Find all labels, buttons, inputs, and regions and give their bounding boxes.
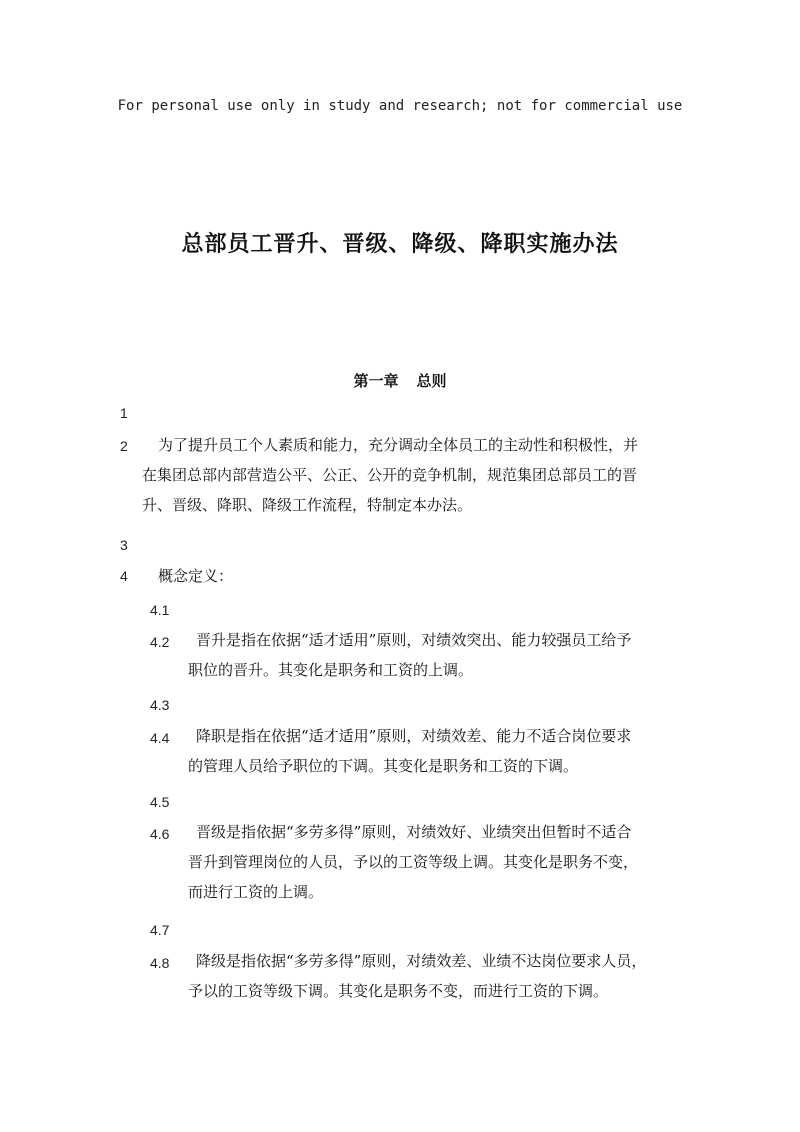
item-number: 4.5 (150, 794, 170, 810)
document-title: 总部员工晋升、晋级、降级、降职实施办法 (181, 231, 619, 257)
item-number: 4.6 (150, 826, 170, 842)
item-number: 2 (120, 438, 128, 454)
paragraph-line: 予以的工资等级下调。其变化是职务不变，而进行工资的下调。 (188, 982, 609, 1000)
paragraph-line: 降级是指依据“多劳多得”原则，对绩效差、业绩不达岗位要求人员， (196, 952, 647, 970)
item-number: 4.4 (150, 730, 170, 746)
paragraph-line: 晋升是指在依据“适才适用”原则，对绩效突出、能力较强员工给予 (196, 631, 632, 649)
paragraph-line: 降职是指在依据“适才适用”原则，对绩效差、能力不适合岗位要求 (196, 727, 632, 745)
chapter-name: 总则 (416, 372, 447, 390)
item-number: 1 (120, 405, 128, 421)
item-number: 4.7 (150, 922, 170, 938)
clause-paragraph (188, 721, 631, 781)
clause-paragraph (188, 817, 638, 907)
paragraph-line: 为了提升员工个人素质和能力，充分调动全体员工的主动性和积极性，并 (158, 436, 639, 454)
chapter-heading (0, 370, 800, 391)
item-number: 4.3 (150, 697, 170, 713)
clause-paragraph (188, 625, 631, 685)
item-number: 4.8 (150, 955, 170, 971)
paragraph-line: 升、晋级、降职、降级工作流程，特制定本办法。 (142, 496, 473, 514)
item-number: 3 (120, 537, 128, 553)
paragraph-line: 职位的晋升。其变化是职务和工资的上调。 (188, 661, 474, 679)
paragraph-line: 的管理人员给予职位的下调。其变化是职务和工资的下调。 (188, 757, 579, 775)
clause-paragraph (188, 946, 646, 1006)
paragraph-line: 晋升到管理岗位的人员，予以的工资等级上调。其变化是职务不变， (188, 853, 639, 871)
usage-notice: For personal use only in study and research; not for commercial use (117, 98, 683, 114)
item-number: 4.2 (150, 634, 170, 650)
item-number: 4.1 (150, 602, 170, 618)
clause-paragraph (142, 430, 638, 520)
item-number: 4 (120, 568, 128, 584)
chapter-label: 第一章 (353, 372, 399, 390)
paragraph-line: 在集团总部内部营造公平、公正、公开的竞争机制，规范集团总部员工的晋 (142, 466, 638, 484)
paragraph-line: 概念定义： (158, 567, 234, 585)
paragraph-line: 晋级是指依据“多劳多得”原则，对绩效好、业绩突出但暂时不适合 (196, 823, 632, 841)
paragraph-line: 而进行工资的上调。 (188, 883, 324, 901)
clause-paragraph (158, 561, 233, 591)
